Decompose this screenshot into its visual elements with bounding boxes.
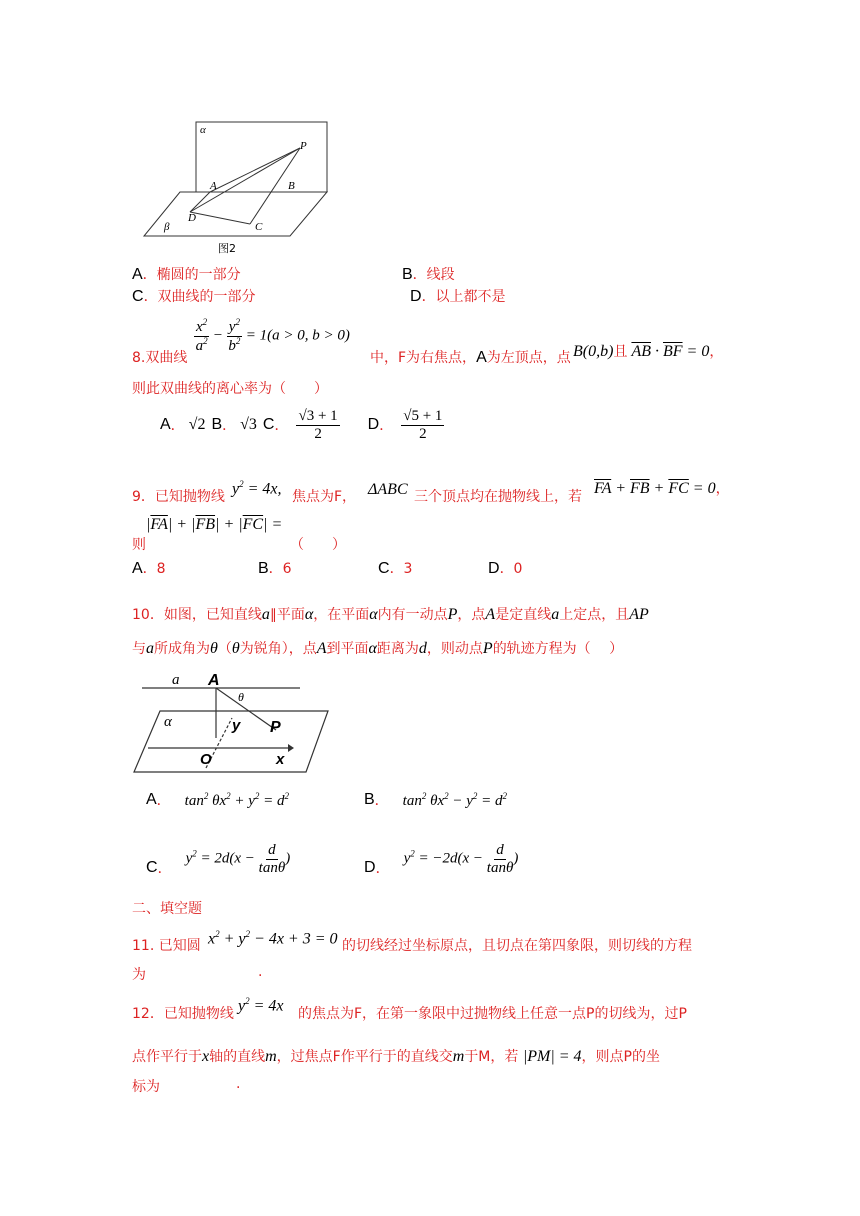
q8-option-b[interactable]: B <box>211 416 223 433</box>
fig1-caption: 图2 <box>218 242 236 255</box>
q9-option-c[interactable]: C．3 <box>378 560 413 577</box>
q11-prefix: 11. 已知圆 <box>132 938 201 954</box>
fig2-label-o: O <box>200 751 212 768</box>
q8-text: 中，F为右焦点，A为左顶点，点 <box>370 349 571 366</box>
q10-option-a[interactable]: A ． $\tan^2 \theta x^2 + y^2 = d^2$ <box>146 790 290 809</box>
q10-option-c[interactable]: C ． $y^2 = 2d(x$ − $\frac{d}{\tan\theta}$ ) <box>146 842 291 877</box>
q9-focus-text: 焦点为F， <box>292 489 357 505</box>
q12-line2: 点作平行于x轴的直线m，过焦点F作平行于的直线交m于M，若 |PM| = 4，则点P的坐 <box>132 1048 660 1065</box>
figure-line-plane <box>128 668 338 778</box>
q7-option-d[interactable]: D．以上都不是 <box>410 288 506 305</box>
q7-option-b[interactable]: B．线段 <box>402 266 455 283</box>
q12-prefix: 12．已知抛物线 <box>132 1006 234 1022</box>
q9-vector-sum: $\overline{FA} + \overline{FB} + \overline{FC} = 0$， <box>594 480 730 497</box>
q9-triangle: ΔABC <box>368 481 408 498</box>
q9-abs-sum: $|\overline{FA}| + |\overline{FB}| + |\overline{FC}|$ = <box>146 516 283 533</box>
fig2-label-theta: θ <box>238 690 244 704</box>
fig2-label-x: x <box>276 751 285 768</box>
q8-number: 8.双曲线 <box>132 350 188 366</box>
q9-option-a[interactable]: A．8 <box>132 560 166 577</box>
q9-number: 9．已知抛物线 <box>132 489 225 505</box>
q10-option-d[interactable]: D ． $y^2 = -2d(x$ − $\frac{d}{\tan\theta}$ ) <box>364 842 519 877</box>
q10-option-b[interactable]: B ． $\tan^2 \theta x^2 - y^2 = d^2$ <box>364 790 508 809</box>
fig1-label-beta: β <box>164 221 170 233</box>
q8-option-c[interactable]: C <box>262 416 275 433</box>
q11-wei: 为 <box>132 967 146 983</box>
q12-biaowei: 标为 <box>132 1079 160 1095</box>
q11-period: . <box>258 964 263 980</box>
q12-parabola-equation: $y^2 = 4x$ <box>238 996 284 1015</box>
fig1-label-d: D <box>188 212 196 224</box>
q9-option-d[interactable]: D．0 <box>488 560 523 577</box>
q8-option-d[interactable]: D <box>367 416 380 433</box>
figure-plane-pyramid <box>140 118 340 258</box>
fig2-label-a-point: A <box>208 672 220 689</box>
q9-ze: 则 <box>132 537 146 553</box>
q9-blank: （ ） <box>290 537 346 553</box>
fig2-label-a-line: a <box>172 672 180 688</box>
q8-point-b: B(0,b)且 $\overline{AB} \cdot \overline{BF} = 0$， <box>573 343 724 360</box>
q12-text1: 的焦点为F，在第一象限中过抛物线上任意一点P的切线为，过P <box>298 1006 687 1022</box>
fig1-label-alpha: α <box>200 124 206 136</box>
q11-circle-equation: $x^2 + y^2 - 4x + 3 = 0$ <box>208 929 338 948</box>
fig2-label-alpha: α <box>164 714 172 730</box>
fig1-label-c: C <box>255 221 263 233</box>
fig2-label-y: y <box>232 717 241 734</box>
fig1-label-b: B <box>288 180 295 192</box>
q12-period: . <box>236 1076 241 1092</box>
section-fill-in-title: 二、填空题 <box>132 901 202 917</box>
fig1-label-a: A <box>210 180 217 192</box>
fig1-label-p: P <box>300 140 307 152</box>
q10-line2: 与a所成角为θ（θ为锐角），点A到平面α距离为d，则动点P的轨迹方程为（ ） <box>132 640 624 657</box>
q8-question-line2: 则此双曲线的离心率为（ ） <box>132 381 328 397</box>
q9-option-b[interactable]: B．6 <box>258 560 292 577</box>
q8-hyperbola-equation: $\frac{x^2}{a^2}$ − $\frac{y^2}{b^2}$ = 1(a > 0, b > 0) <box>195 317 350 354</box>
q7-option-a[interactable]: A．椭圆的一部分 <box>132 266 241 283</box>
q10-line1: 10．如图，已知直线a∥平面α，在平面α内有一动点P，点A是定直线a上定点，且AP <box>132 606 649 623</box>
q9-condition-text: 三个顶点均在抛物线上，若 <box>414 489 582 505</box>
q9-parabola-equation: $y^2 = 4x$, <box>232 479 282 498</box>
q8-option-a[interactable]: A <box>160 416 171 433</box>
q11-text: 的切线经过坐标原点，且切点在第四象限，则切线的方程 <box>342 938 692 954</box>
q8-options: A ． √2 B ． √3 C ． $\frac{√3 + 1}{2}$ D ． $\frac{√5 + 1}{2}$ <box>160 408 443 442</box>
q7-option-c[interactable]: C．双曲线的一部分 <box>132 288 256 305</box>
fig2-label-p: P <box>270 719 281 736</box>
